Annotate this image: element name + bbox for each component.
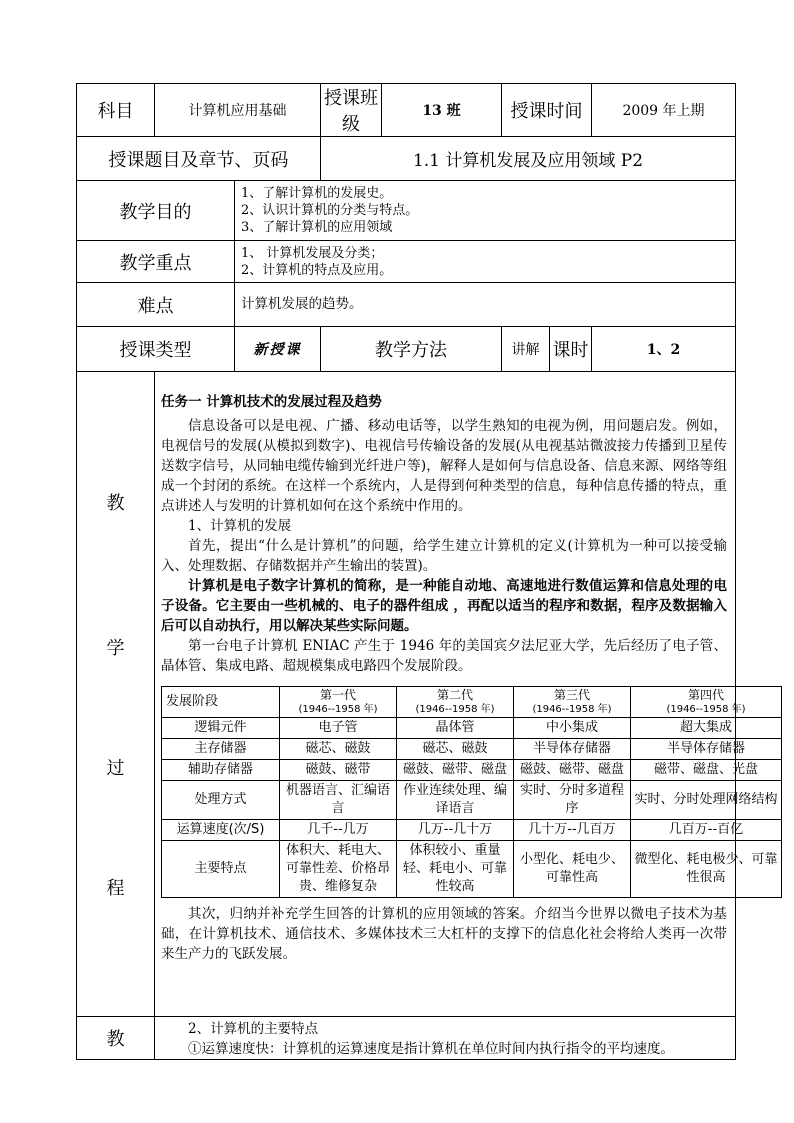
- paragraph: 信息设备可以是电视、广播、移动电话等，以学生熟知的电视为例，用问题启发。例如，电视信号的发展(从模拟到数字)、电视信号传输设备的发展(从电视基站微波接力传播到卫星传送数字信号，从同轴电缆传输到光纤进户等)，解释人是如何与信息设备、信息来源、网络等组成一个封闭的系统。在这样一个系统内，人是得到何种类型的信息，每种信息传播的特点，重点讲述人与发明的计算机如何在这个系统中作用的。: [161, 418, 727, 514]
- process-side-label: [77, 372, 155, 1017]
- features-content: [155, 1017, 736, 1060]
- time-value: 2009 年上期: [592, 84, 736, 137]
- generation-years: (1946--1958 年): [415, 704, 495, 715]
- table-cell: 几百万--百亿: [631, 820, 782, 841]
- table-cell: 小型化、耗电少、可靠性高: [514, 841, 631, 898]
- generation-header: [397, 687, 514, 718]
- row-label: 逻辑元件: [162, 718, 280, 739]
- process-content: [155, 372, 778, 1017]
- table-cell: 电子管: [280, 718, 397, 739]
- lesson-plan-document: [76, 83, 778, 1060]
- generation-name: 第四代: [687, 688, 724, 702]
- generation-name: 第三代: [553, 688, 590, 702]
- lesson-type-label: 授课类型: [77, 327, 235, 372]
- table-cell: 磁鼓、磁带、磁盘: [514, 760, 631, 781]
- table-cell: 半导体存储器: [514, 739, 631, 760]
- table-cell: 实时、分时处理网络结构: [631, 781, 782, 820]
- focus-item: 1、 计算机发展及分类；: [241, 245, 384, 261]
- row-label: 主存储器: [162, 739, 280, 760]
- generation-years: (1946--1958 年): [666, 704, 746, 715]
- subject-value: 计算机应用基础: [155, 84, 321, 137]
- table-cell: 超大集成: [631, 718, 782, 739]
- paragraph: 第一台电子计算机 ENIAC 产生于 1946 年的美国宾夕法尼亚大学，先后经历了电子管、晶体管、集成电路、超规模集成电路四个发展阶段。: [161, 638, 727, 674]
- subheading: 2、计算机的主要特点: [188, 1021, 319, 1037]
- objectives-list: [235, 181, 736, 241]
- table-cell: 中小集成: [514, 718, 631, 739]
- subheading: 1、计算机的发展: [188, 518, 292, 534]
- generation-years: (1946--1958 年): [298, 704, 378, 715]
- topic-label: 授课题目及章节、页码: [77, 137, 321, 181]
- focus-label: 教学重点: [77, 241, 235, 283]
- objective-item: 2、认识计算机的分类与特点。: [241, 203, 419, 218]
- objective-item: 1、了解计算机的发展史。: [241, 186, 393, 201]
- process-row: [77, 372, 736, 1017]
- features-side-label: 教: [77, 1017, 155, 1060]
- row-label: 运算速度(次/S): [162, 820, 280, 841]
- topic-row: [77, 137, 736, 181]
- table-row: [162, 760, 782, 781]
- lesson-type-value: 新授课: [235, 327, 321, 372]
- table-cell: 体积较小、重量轻、耗电小、可靠性较高: [397, 841, 514, 898]
- table-row: [162, 781, 782, 820]
- generation-header: [514, 687, 631, 718]
- table-cell: 半导体存储器: [631, 739, 782, 760]
- table-row: [162, 841, 782, 898]
- table-cell: 实时、分时多道程序: [514, 781, 631, 820]
- focus-item: 2、计算机的特点及应用。: [241, 262, 393, 278]
- difficulty-row: [77, 283, 736, 327]
- table-cell: 机器语言、汇编语言: [280, 781, 397, 820]
- row-label: 辅助存储器: [162, 760, 280, 781]
- teaching-method-label: 教学方法: [321, 327, 502, 372]
- table-cell: 几万--几十万: [397, 820, 514, 841]
- objectives-label: 教学目的: [77, 181, 235, 241]
- objective-item: 3、了解计算机的应用领域: [241, 220, 393, 235]
- paragraph: 其次，归纳并补充学生回答的计算机的应用领域的答案。介绍当今世界以微电子技术为基础，在计算机技术、通信技术、多媒体技术三大杠杆的支撑下的信息化社会将给人类再一次带来生产力的飞跃发展。: [161, 906, 727, 962]
- process-side-char: 程: [106, 877, 125, 899]
- generation-header: [631, 687, 782, 718]
- focus-list: [235, 241, 736, 283]
- objectives-row: [77, 181, 736, 241]
- table-cell: 作业连续处理、编译语言: [397, 781, 514, 820]
- process-side-char: 过: [106, 757, 125, 779]
- paragraph: ①运算速度快：计算机的运算速度是指计算机在单位时间内执行指令的平均速度。: [188, 1041, 674, 1057]
- row-label: 处理方式: [162, 781, 280, 820]
- table-cell: 磁带、磁盘、光盘: [631, 760, 782, 781]
- teaching-method-value: 讲解: [502, 327, 550, 372]
- table-cell: 几十万--几百万: [514, 820, 631, 841]
- table-cell: 磁芯、磁鼓: [397, 739, 514, 760]
- time-label: 授课时间: [502, 84, 592, 137]
- subject-label: 科目: [77, 84, 155, 137]
- generation-header: [280, 687, 397, 718]
- class-label: 授课班级: [321, 84, 382, 137]
- row-label: 主要特点: [162, 841, 280, 898]
- difficulty-value: 计算机发展的趋势。: [235, 283, 736, 327]
- table-cell: 体积大、耗电大、可靠性差、价格昂贵、维修复杂: [280, 841, 397, 898]
- table-row: [162, 718, 782, 739]
- process-side-char: 教: [106, 492, 125, 514]
- topic-value: 1.1 计算机发展及应用领域 P2: [321, 137, 736, 181]
- paragraph: 首先，提出“什么是计算机”的问题，给学生建立计算机的定义(计算机为一种可以接受输入、处理数据、存储数据并产生输出的装置)。: [161, 538, 727, 574]
- table-cell: 几千--几万: [280, 820, 397, 841]
- hours-value: 1、2: [592, 327, 736, 372]
- generation-years: (1946--1958 年): [532, 704, 612, 715]
- generations-corner: 发展阶段: [162, 687, 280, 718]
- focus-row: [77, 241, 736, 283]
- hours-label: 课时: [550, 327, 592, 372]
- task-title: 任务一 计算机技术的发展过程及趋势: [161, 394, 382, 410]
- lesson-plan-table: [76, 83, 778, 1060]
- difficulty-label: 难点: [77, 283, 235, 327]
- table-cell: 磁鼓、磁带: [280, 760, 397, 781]
- features-row: [77, 1017, 736, 1060]
- table-row: [162, 739, 782, 760]
- generations-header-row: [162, 687, 782, 718]
- table-cell: 晶体管: [397, 718, 514, 739]
- definition-paragraph: 计算机是电子数字计算机的简称，是一种能自动地、高速地进行数值运算和信息处理的电子设备。它主要由一些机械的、电子的器件组成 ，再配以适当的程序和数据，程序及数据输入后可以自动执行，用以解决某些实际问题。: [161, 578, 727, 634]
- lesson-info-row: [77, 327, 736, 372]
- table-cell: 微型化、耗电极少、可靠性很高: [631, 841, 782, 898]
- process-side-char: 学: [106, 637, 125, 659]
- table-row: [162, 820, 782, 841]
- table-cell: 磁鼓、磁带、磁盘: [397, 760, 514, 781]
- class-value: 13 班: [382, 84, 502, 137]
- generation-name: 第二代: [436, 688, 473, 702]
- generations-table: [161, 686, 782, 898]
- generation-name: 第一代: [319, 688, 356, 702]
- header-row: [77, 84, 736, 137]
- table-cell: 磁芯、磁鼓: [280, 739, 397, 760]
